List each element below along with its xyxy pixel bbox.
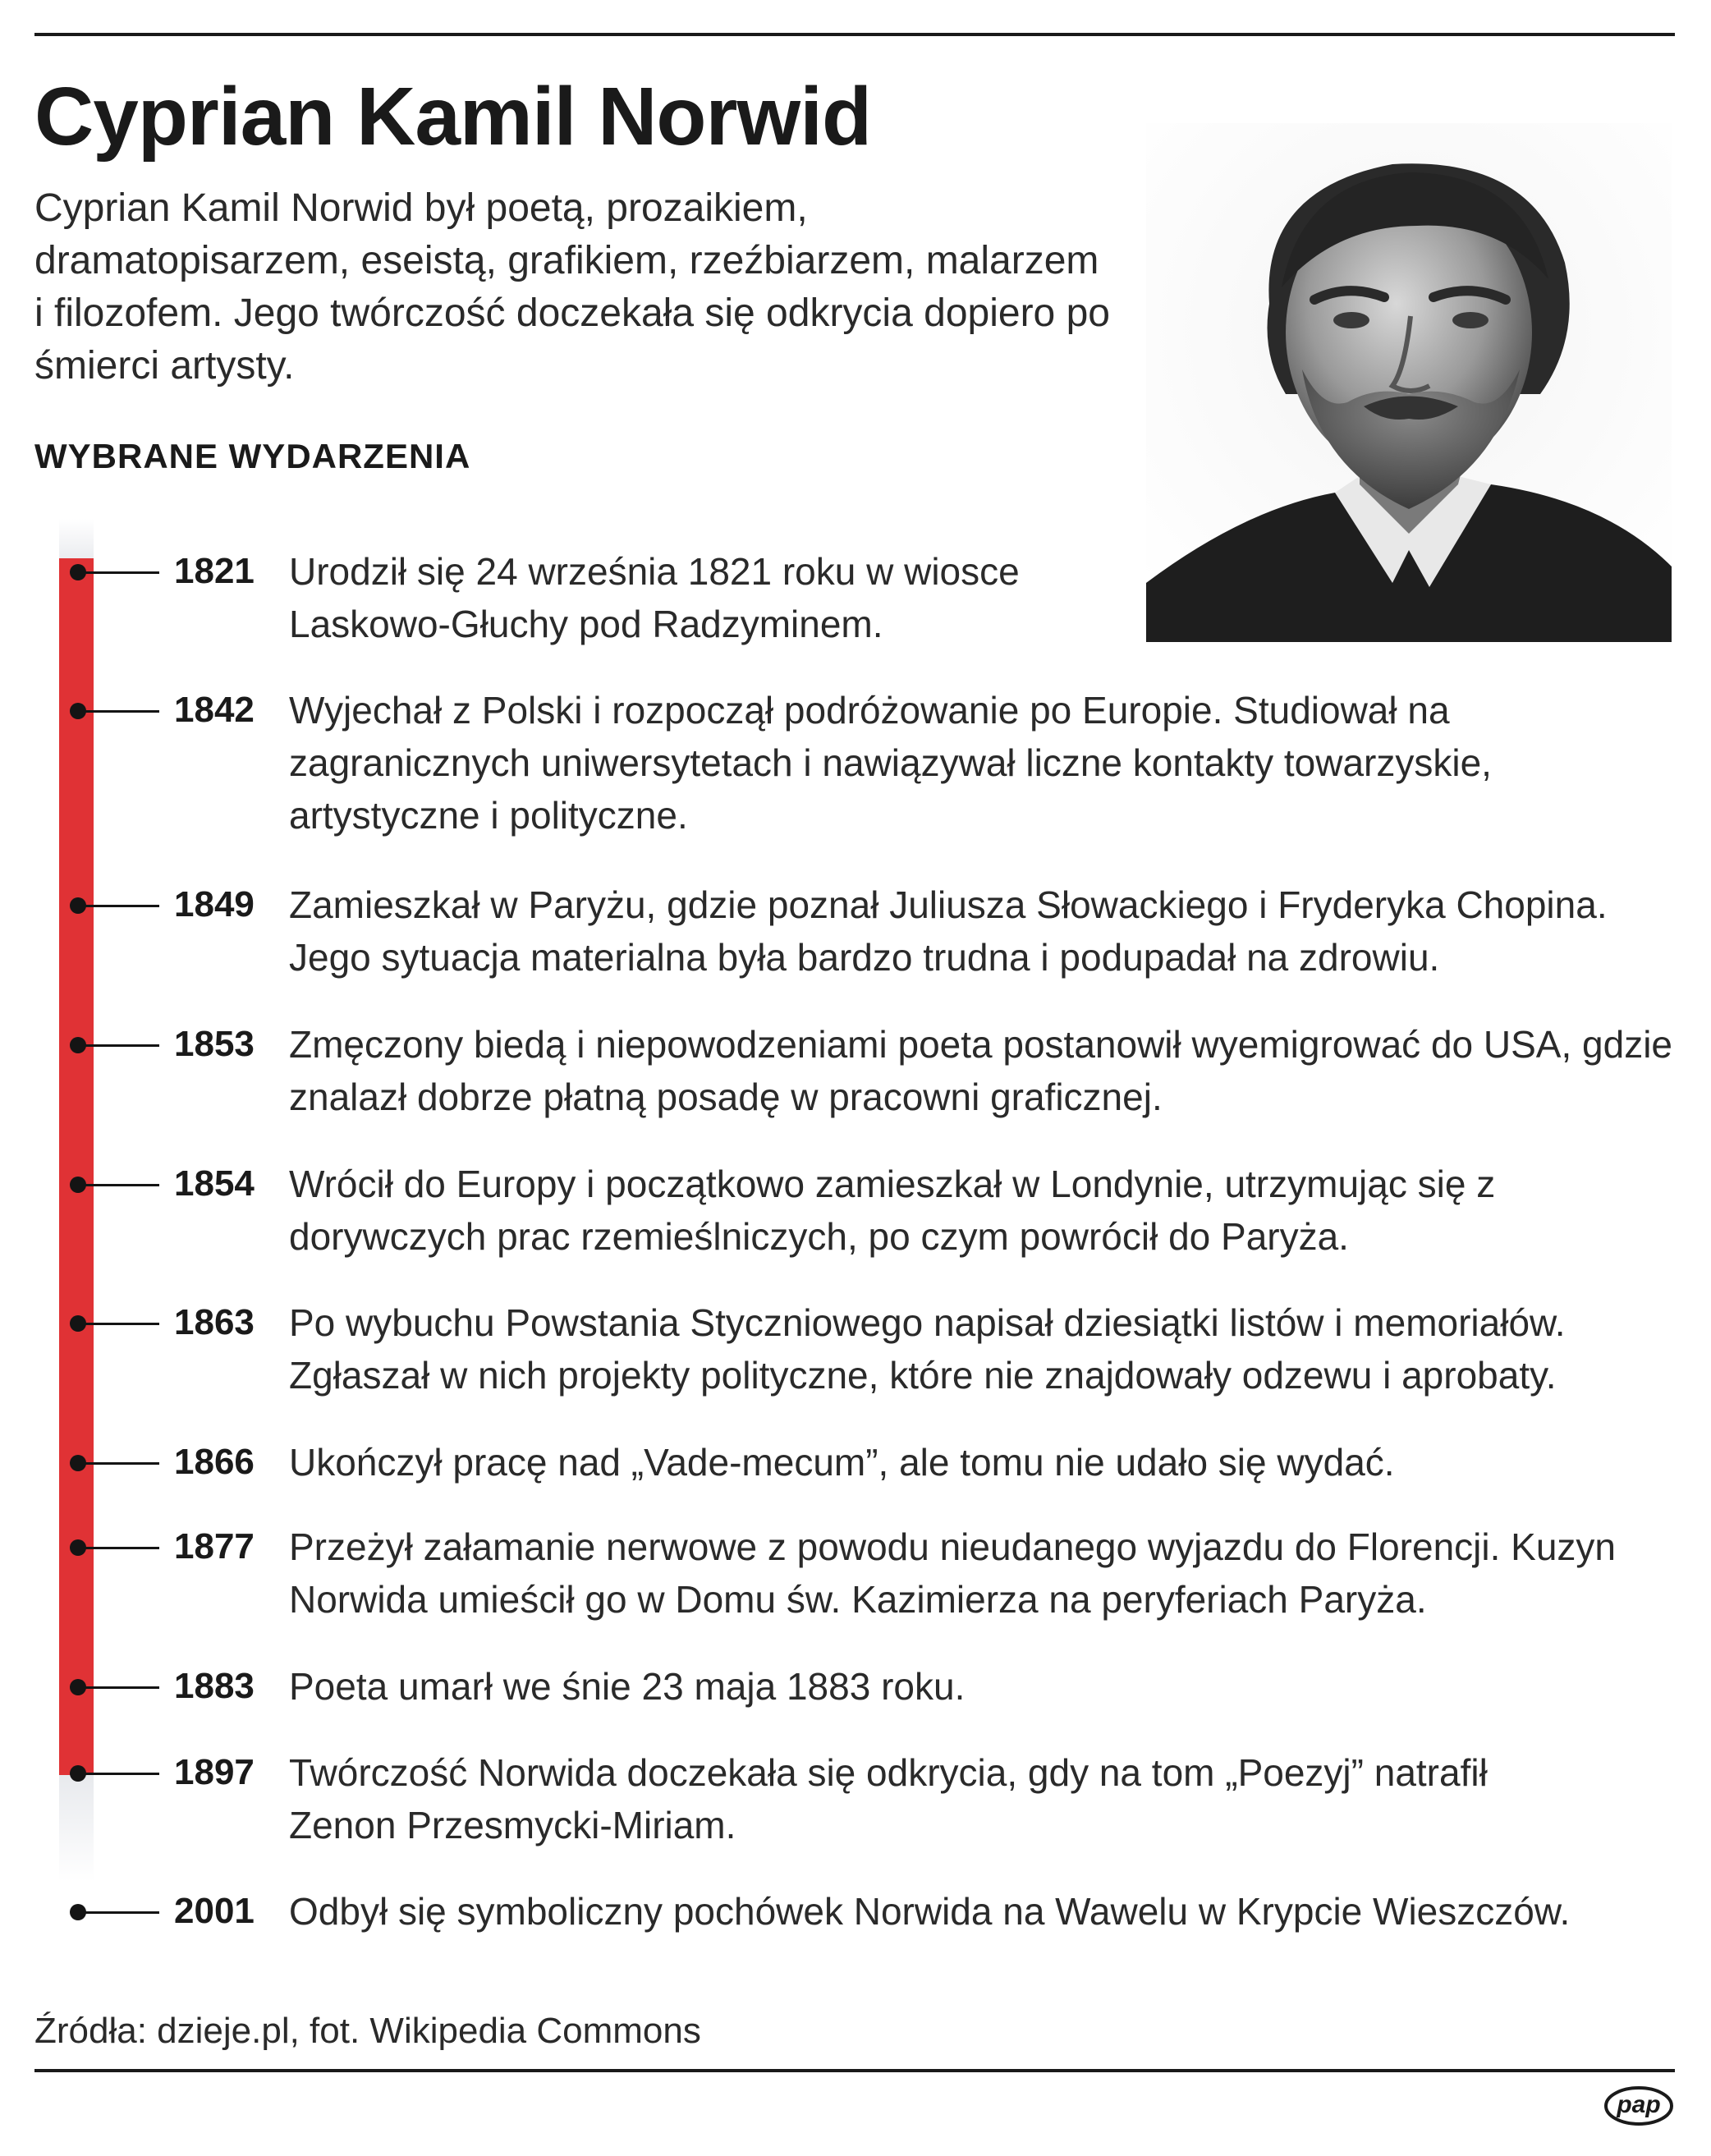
event-year: 1866 — [174, 1442, 255, 1482]
timeline-connector — [82, 1686, 159, 1689]
event-description: Wyjechał z Polski i rozpoczął podróżowanie po Europie. Studiował na zagranicznych uniwersytetach i nawiązywał liczne kontakty towarzyskie, artystyczne i polityczne. — [289, 689, 1492, 837]
timeline-connector — [82, 1323, 159, 1325]
event-description: Urodził się 24 września 1821 roku w wiosce Laskowo-Głuchy pod Radzyminem. — [289, 550, 1020, 645]
event-year: 1853 — [174, 1024, 255, 1064]
timeline-connector — [82, 1911, 159, 1914]
timeline-connector — [82, 1184, 159, 1186]
top-rule — [34, 33, 1675, 36]
timeline-connector — [82, 1547, 159, 1549]
event-description: Wrócił do Europy i początkowo zamieszkał w Londynie, utrzymując się z dorywczych prac rzemieślniczych, po czym powrócił do Paryża. — [289, 1163, 1496, 1258]
event-year: 1842 — [174, 690, 255, 730]
intro-text: Cyprian Kamil Norwid był poetą, prozaikiem, dramatopisarzem, eseistą, grafikiem, rzeźbiarzem, malarzem i filozofem. Jego twórczość doczekała się odkrycia dopiero po śmierci artysty. — [34, 186, 1110, 388]
pap-logo-text: pap — [1617, 2091, 1661, 2118]
event-description: Zmęczony biedą i niepowodzeniami poeta postanowił wyemigrować do USA, gdzie znalazł dobrze płatną posadę w pracowni graficznej. — [289, 1023, 1672, 1118]
portrait-photo — [1146, 123, 1672, 642]
timeline-connector — [82, 1044, 159, 1047]
event-year: 1883 — [174, 1666, 255, 1706]
event-year: 1877 — [174, 1526, 255, 1567]
event-year: 1849 — [174, 884, 255, 924]
event-description: Odbył się symboliczny pochówek Norwida na Wawelu w Krypcie Wieszczów. — [289, 1890, 1571, 1933]
portrait-photo-icon — [1146, 123, 1672, 642]
event-description: Twórczość Norwida doczekała się odkrycia, gdy na tom „Poezyj” natrafił Zenon Przesmycki-Miriam. — [289, 1751, 1488, 1846]
page-title: Cyprian Kamil Norwid — [34, 71, 872, 163]
event-description: Przeżył załamanie nerwowe z powodu nieudanego wyjazdu do Florencji. Kuzyn Norwida umieścił go w Domu św. Kazimierza na peryferiach Paryża. — [289, 1525, 1616, 1621]
event-year: 1863 — [174, 1302, 255, 1342]
bottom-rule — [34, 2069, 1675, 2072]
event-description: Zamieszkał w Paryżu, gdzie poznał Juliusza Słowackiego i Fryderyka Chopina. Jego sytuacja materialna była bardzo trudna i podupadał na zdrowiu. — [289, 883, 1608, 979]
event-description: Ukończył pracę nad „Vade-mecum”, ale tomu nie udało się wydać. — [289, 1441, 1395, 1484]
timeline-red-bar — [59, 558, 94, 1775]
timeline-connector — [82, 571, 159, 574]
timeline-connector — [82, 905, 159, 907]
event-year: 2001 — [174, 1891, 255, 1931]
event-year: 1854 — [174, 1163, 255, 1204]
pap-logo — [1604, 2085, 1673, 2126]
event-year: 1821 — [174, 551, 255, 591]
event-description: Po wybuchu Powstania Styczniowego napisał dziesiątki listów i memoriałów. Zgłaszał w nich projekty polityczne, które nie znajdowały odzewu i aprobaty. — [289, 1301, 1566, 1397]
section-heading: WYBRANE WYDARZENIA — [34, 437, 471, 475]
event-year: 1897 — [174, 1752, 255, 1792]
timeline-connector — [82, 710, 159, 713]
event-description: Poeta umarł we śnie 23 maja 1883 roku. — [289, 1665, 966, 1708]
source-credit: Źródła: dzieje.pl, fot. Wikipedia Commons — [34, 2011, 701, 2051]
timeline-connector — [82, 1773, 159, 1775]
timeline-connector — [82, 1462, 159, 1465]
